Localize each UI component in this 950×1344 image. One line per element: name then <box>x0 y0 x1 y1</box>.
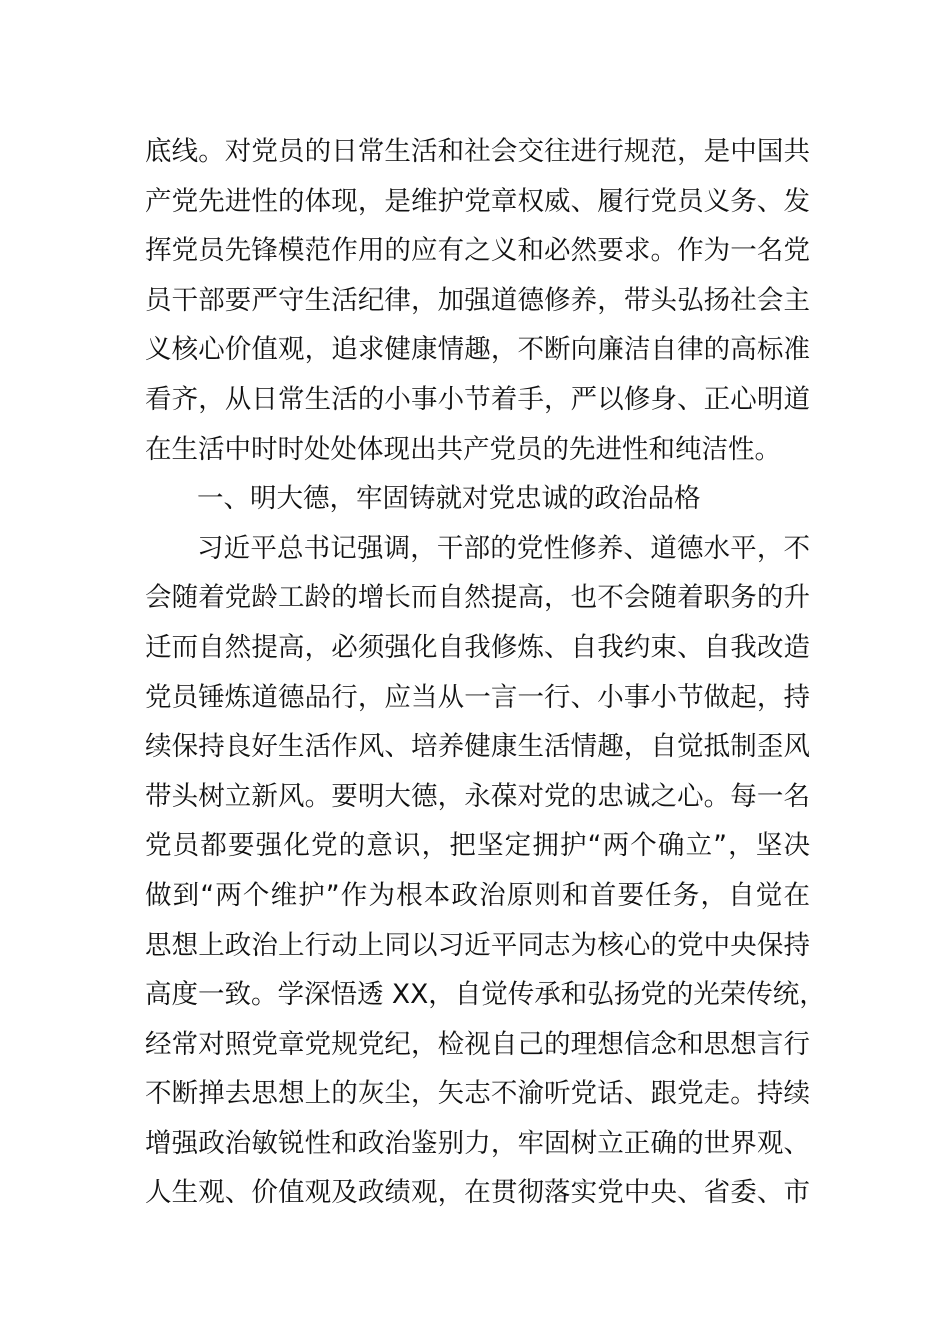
text-line: 产党先进性的体现，是维护党章权威、履行党员义务、发 <box>145 185 810 217</box>
text-line: 在生活中时时处处体现出共产党员的先进性和纯洁性。 <box>145 433 781 465</box>
text-line: 带头树立新风。要明大德，永葆对党的忠诚之心。每一名 <box>145 780 810 812</box>
paragraph-first-line: 习近平总书记强调，干部的党性修养、道德水平，不 <box>197 532 810 564</box>
text-line: 党员都要强化党的意识，把坚定拥护“两个确立”，坚决 <box>145 830 810 862</box>
text-line: 义核心价值观，追求健康情趣，不断向廉洁自律的高标准 <box>145 334 810 366</box>
text-line: 做到“两个维护”作为根本政治原则和首要任务，自觉在 <box>145 879 810 911</box>
text-line: 经常对照党章党规党纪，检视自己的理想信念和思想言行 <box>145 1028 810 1060</box>
text-line: 党员锤炼道德品行，应当从一言一行、小事小节做起，持 <box>145 681 810 713</box>
document-body <box>145 127 826 1218</box>
text-line: 人生观、价值观及政绩观，在贯彻落实党中央、省委、市 <box>145 1177 810 1209</box>
text-line: 续保持良好生活作风、培养健康生活情趣，自觉抵制歪风 <box>145 731 810 763</box>
text-line: 思想上政治上行动上同以习近平同志为核心的党中央保持 <box>145 929 810 961</box>
text-line: 底线。对党员的日常生活和社会交往进行规范，是中国共 <box>145 136 810 167</box>
text-line: 迁而自然提高，必须强化自我修炼、自我约束、自我改造 <box>145 631 810 663</box>
text-line: 增强政治敏锐性和政治鉴别力，牢固树立正确的世界观、 <box>145 1127 810 1159</box>
text-line: 看齐，从日常生活的小事小节着手，严以修身、正心明道 <box>145 383 810 415</box>
text-line: 员干部要严守生活纪律，加强道德修养，带头弘扬社会主 <box>145 284 810 316</box>
section-heading: 一、明大德，牢固铸就对党忠诚的政治品格 <box>197 483 701 515</box>
text-line: 挥党员先锋模范作用的应有之义和必然要求。作为一名党 <box>145 235 810 267</box>
text-line: 会随着党龄工龄的增长而自然提高，也不会随着职务的升 <box>145 582 810 614</box>
text-line: 不断掸去思想上的灰尘，矢志不渝听党话、跟党走。持续 <box>145 1078 810 1110</box>
text-line: 高度一致。学深悟透 XX，自觉传承和弘扬党的光荣传统， <box>145 979 826 1011</box>
